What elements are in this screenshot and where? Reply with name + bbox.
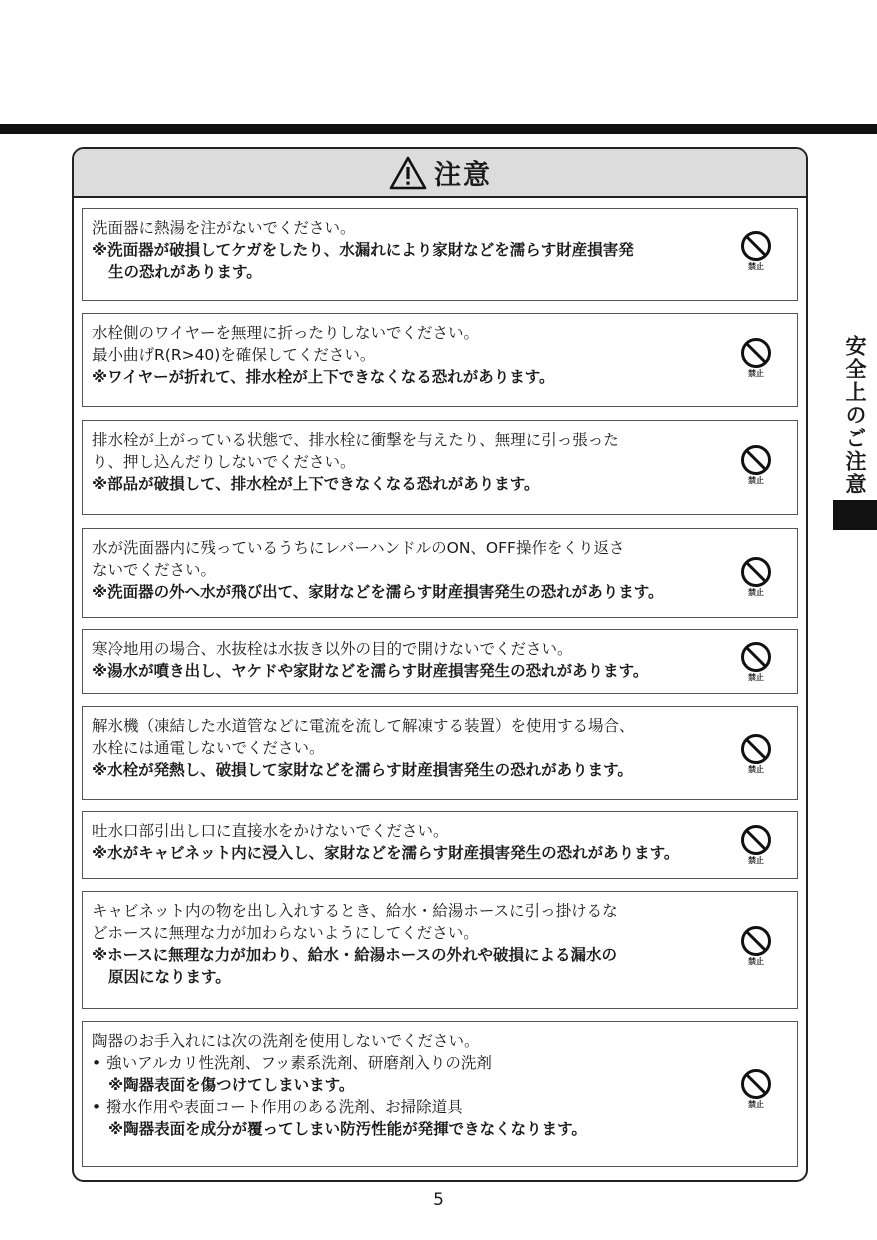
item-text: 陶器のお手入れには次の洗剤を使用しないでください。 [92, 1032, 480, 1050]
prohibit-mark [739, 1068, 773, 1110]
prohibit-label: 禁止 [748, 588, 764, 597]
item-warning: ※湯水が噴き出し、ヤケドや家財などを濡らす財産損害発生の恐れがあります。 [92, 662, 649, 680]
caution-item-7 [82, 811, 798, 879]
item-warning: ※ホースに無理な力が加わり、給水・給湯ホースの外れや破損による漏水の [92, 946, 618, 964]
item-text: 排水栓が上がっている状態で、排水栓に衝撃を与えたり、無理に引っ張った [92, 431, 619, 449]
item-text: 水栓には通電しないでください。 [92, 739, 325, 757]
caution-item-8 [82, 891, 798, 1009]
side-section-tab: 安全上のご注意 [843, 335, 867, 496]
item-text: 最小曲げR(R>40)を確保してください。 [92, 346, 376, 364]
prohibit-mark [739, 230, 773, 272]
item-text: ないでください。 [92, 561, 217, 579]
item-warning: ※陶器表面を傷つけてしまいます。 [108, 1076, 355, 1094]
warning-triangle-icon [388, 155, 428, 191]
prohibited-icon [740, 230, 772, 262]
top-rule [0, 124, 877, 134]
prohibit-mark [739, 733, 773, 775]
prohibit-label: 禁止 [748, 765, 764, 774]
item-warning: ※ワイヤーが折れて、排水栓が上下できなくなる恐れがあります。 [92, 368, 555, 386]
item-text: 水が洗面器内に残っているうちにレバーハンドルのON、OFF操作をくり返さ [92, 539, 625, 557]
prohibited-icon [740, 337, 772, 369]
item-warning: 生の恐れがあります。 [108, 263, 262, 281]
caution-item-6 [82, 706, 798, 800]
prohibit-mark [739, 556, 773, 598]
caution-item-1 [82, 208, 798, 301]
caution-item-3 [82, 420, 798, 515]
prohibit-label: 禁止 [748, 957, 764, 966]
caution-title: 注意 [434, 160, 492, 191]
bullet-text: • 強いアルカリ性洗剤、フッ素系洗剤、研磨剤入りの洗剤 [92, 1054, 492, 1072]
prohibit-mark [739, 824, 773, 866]
page-number: 5 [433, 1190, 444, 1210]
item-text: 吐水口部引出し口に直接水をかけないでください。 [92, 822, 449, 840]
prohibit-label: 禁止 [748, 1100, 764, 1109]
item-warning: 原因になります。 [108, 968, 231, 986]
item-warning: ※水栓が発熱し、破損して家財などを濡らす財産損害発生の恐れがあります。 [92, 761, 633, 779]
prohibit-label: 禁止 [748, 476, 764, 485]
caution-item-2 [82, 313, 798, 407]
prohibit-mark [739, 925, 773, 967]
item-warning: ※洗面器の外へ水が飛び出て、家財などを濡らす財産損害発生の恐れがあります。 [92, 583, 664, 601]
item-text: り、押し込んだりしないでください。 [92, 453, 356, 471]
item-text: キャビネット内の物を出し入れするとき、給水・給湯ホースに引っ掛けるな [92, 902, 618, 920]
item-warning: ※洗面器が破損してケガをしたり、水漏れにより家財などを濡らす財産損害発 [92, 241, 634, 259]
caution-header [74, 149, 806, 198]
caution-item-4 [82, 528, 798, 618]
prohibit-mark [739, 337, 773, 379]
item-text: 洗面器に熱湯を注がないでください。 [92, 219, 356, 237]
prohibited-icon [740, 733, 772, 765]
prohibit-label: 禁止 [748, 262, 764, 271]
prohibited-icon [740, 444, 772, 476]
prohibited-icon [740, 556, 772, 588]
prohibit-label: 禁止 [748, 673, 764, 682]
prohibited-icon [740, 1068, 772, 1100]
prohibited-icon [740, 925, 772, 957]
item-warning: ※陶器表面を成分が覆ってしまい防汚性能が発揮できなくなります。 [108, 1120, 587, 1138]
caution-item-9 [82, 1021, 798, 1167]
prohibit-label: 禁止 [748, 856, 764, 865]
bullet-text: • 撥水作用や表面コート作用のある洗剤、お掃除道具 [92, 1098, 463, 1116]
item-warning: ※部品が破損して、排水栓が上下できなくなる恐れがあります。 [92, 475, 540, 493]
item-text: どホースに無理な力が加わらないようにしてください。 [92, 924, 479, 942]
prohibited-icon [740, 824, 772, 856]
prohibited-icon [740, 641, 772, 673]
item-text: 解氷機（凍結した水道管などに電流を流して解凍する装置）を使用する場合、 [92, 717, 635, 735]
item-warning: ※水がキャビネット内に浸入し、家財などを濡らす財産損害発生の恐れがあります。 [92, 844, 680, 862]
side-tab-marker [833, 500, 877, 530]
caution-item-5 [82, 629, 798, 694]
item-text: 寒冷地用の場合、水抜栓は水抜き以外の目的で開けないでください。 [92, 640, 573, 658]
item-text: 水栓側のワイヤーを無理に折ったりしないでください。 [92, 324, 480, 342]
prohibit-label: 禁止 [748, 369, 764, 378]
prohibit-mark [739, 444, 773, 486]
prohibit-mark [739, 641, 773, 683]
